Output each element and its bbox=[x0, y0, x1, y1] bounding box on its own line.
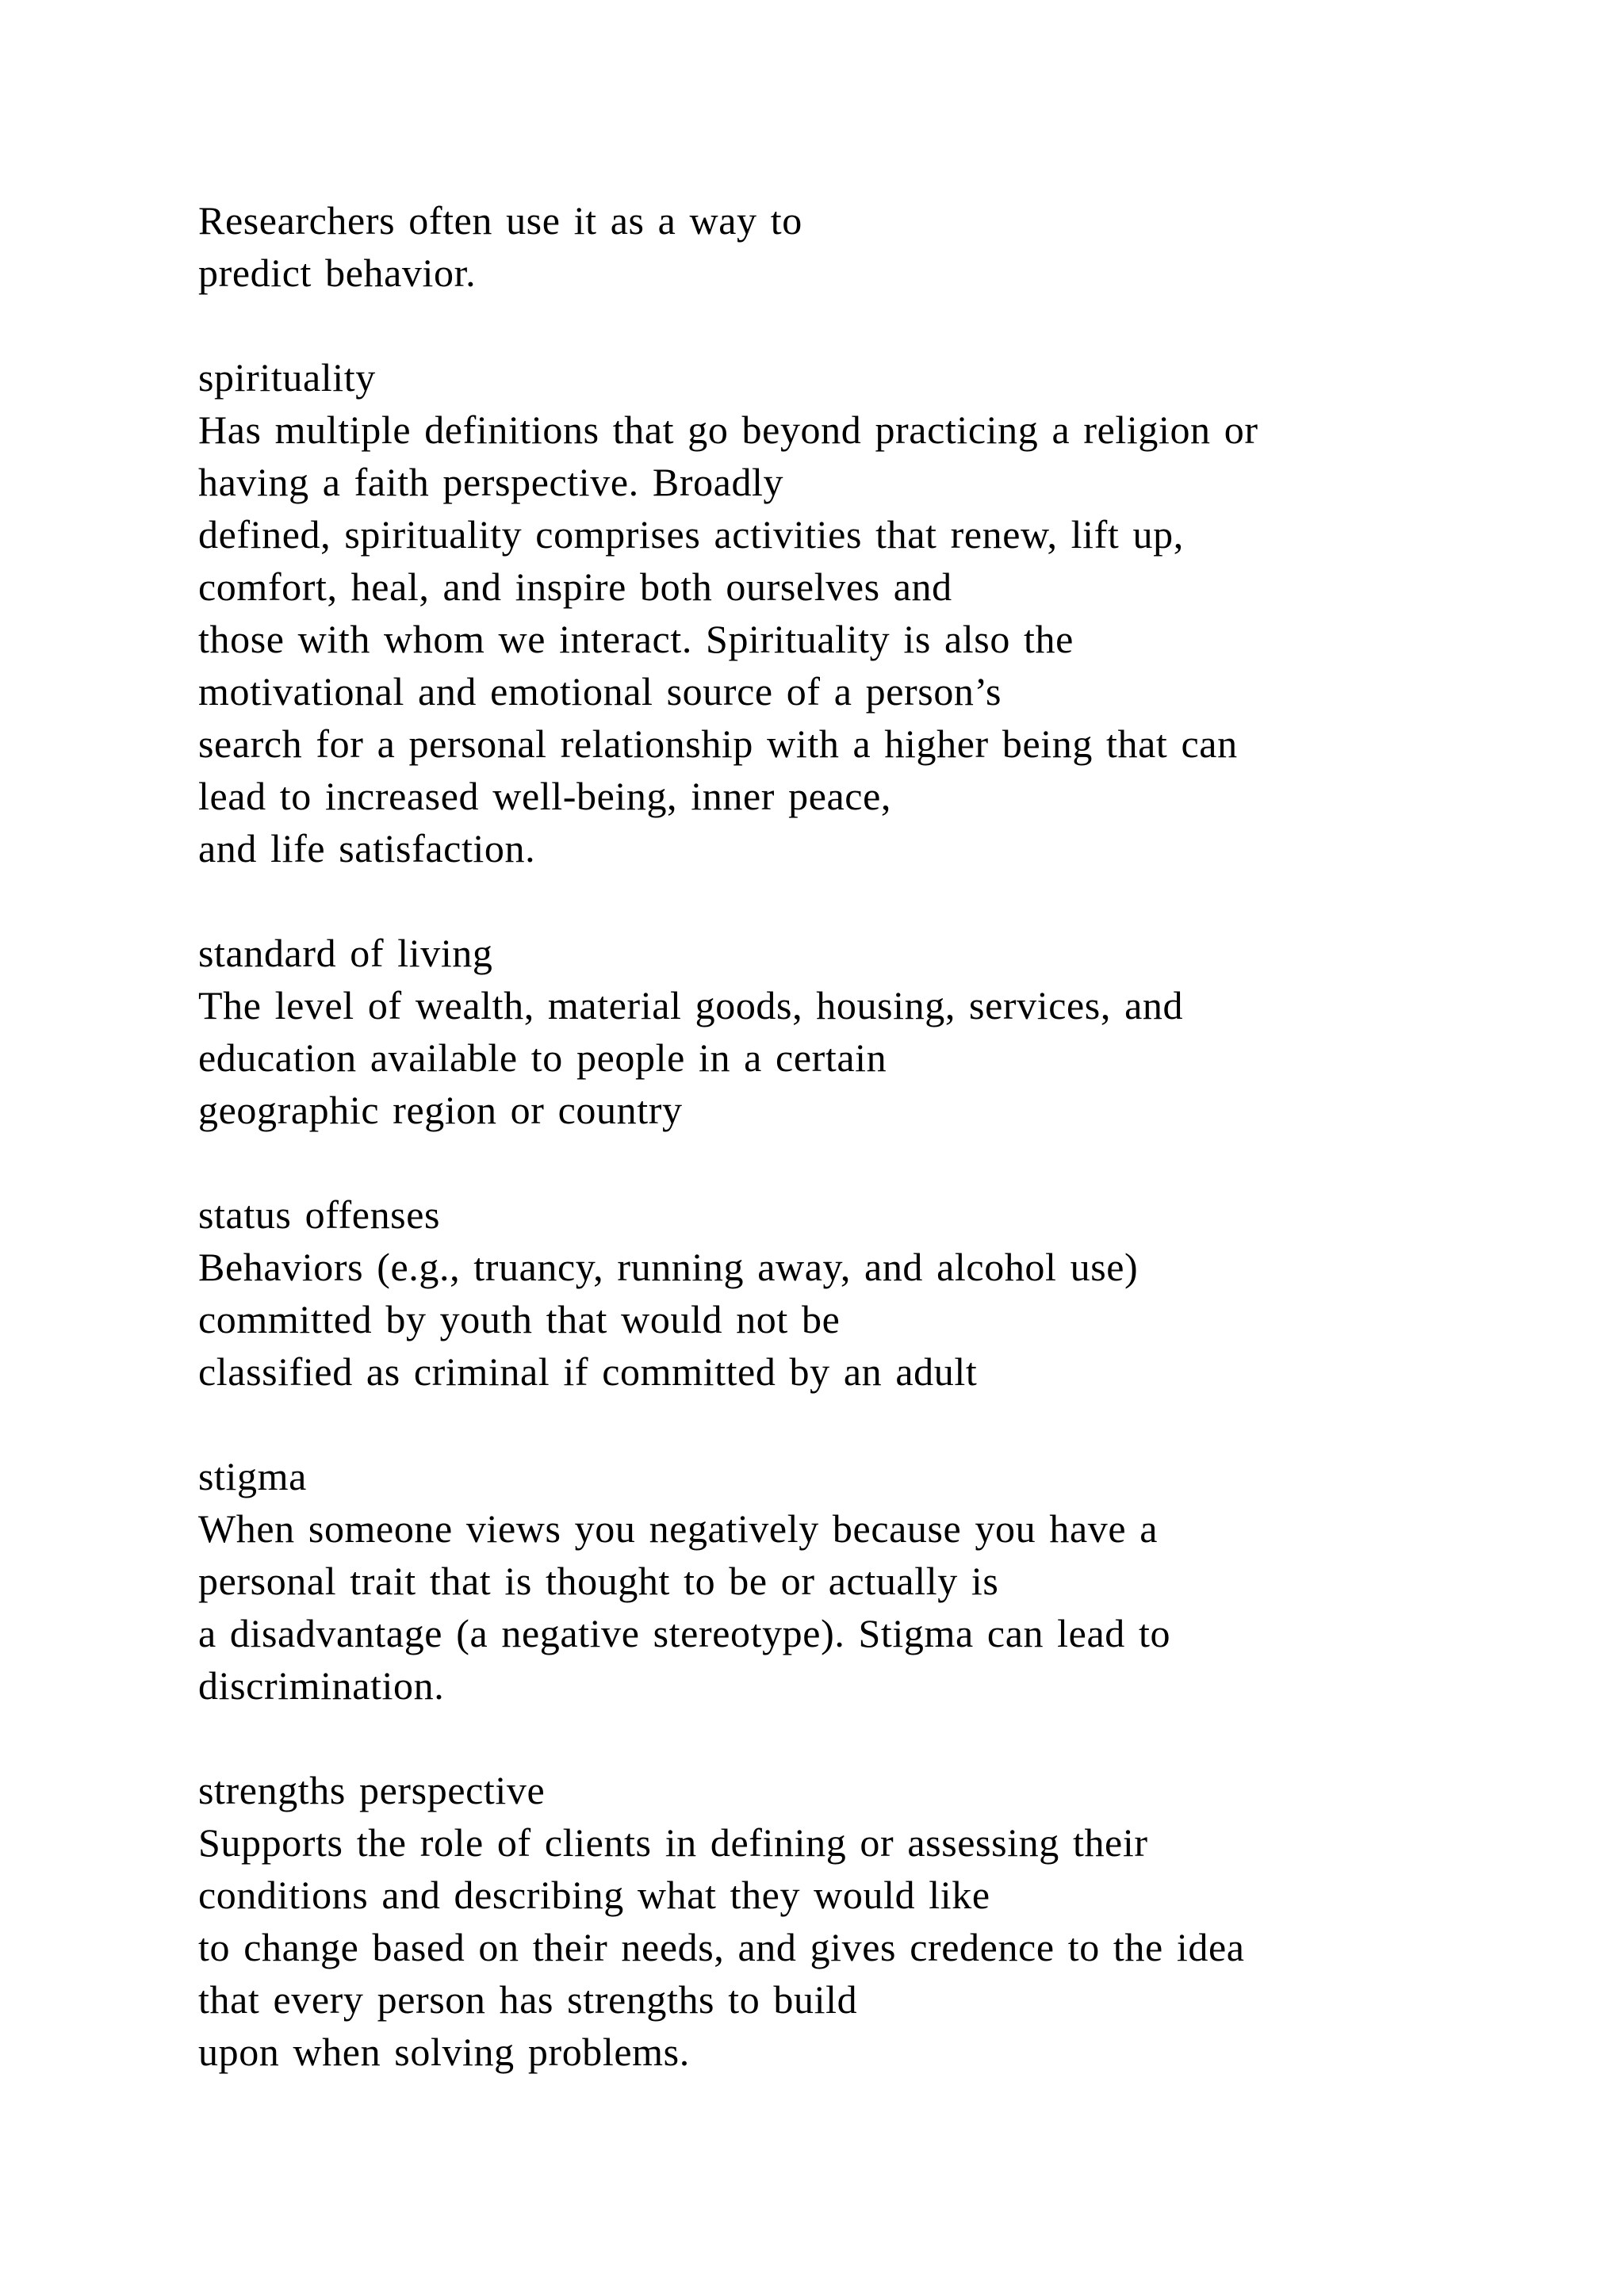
text-line: and life satisfaction. bbox=[198, 826, 536, 871]
text-line: those with whom we interact. Spirituality is also the bbox=[198, 617, 1074, 661]
text-line: education available to people in a certain bbox=[198, 1035, 887, 1080]
text-line: committed by youth that would not be bbox=[198, 1297, 841, 1341]
text-line: Behaviors (e.g., truancy, running away, and alcohol use) bbox=[198, 1245, 1139, 1289]
paragraph-gap bbox=[198, 1136, 1507, 1188]
text-line: upon when solving problems. bbox=[198, 2030, 690, 2074]
text-line: to change based on their needs, and gives credence to the idea bbox=[198, 1925, 1245, 1969]
glossary-term-strengths-perspective: strengths perspective bbox=[198, 1768, 546, 1812]
text-line: search for a personal relationship with a higher being that can bbox=[198, 721, 1238, 766]
text-line: conditions and describing what they would like bbox=[198, 1873, 990, 1917]
paragraph-gap bbox=[198, 1712, 1507, 1764]
text-line: discrimination. bbox=[198, 1663, 445, 1708]
text-line: classified as criminal if committed by an adult bbox=[198, 1349, 978, 1394]
text-line: The level of wealth, material goods, housing, services, and bbox=[198, 983, 1184, 1027]
text-line: lead to increased well-being, inner peace, bbox=[198, 774, 891, 818]
text-line: defined, spirituality comprises activities that renew, lift up, bbox=[198, 512, 1184, 557]
text-line: predict behavior. bbox=[198, 251, 477, 295]
paragraph-gap bbox=[198, 299, 1507, 351]
glossary-term-status-offenses: status offenses bbox=[198, 1192, 441, 1237]
text-line: that every person has strengths to build bbox=[198, 1977, 858, 2022]
glossary-term-stigma: stigma bbox=[198, 1454, 307, 1498]
text-line: personal trait that is thought to be or actually is bbox=[198, 1559, 999, 1603]
text-line: having a faith perspective. Broadly bbox=[198, 460, 784, 504]
paragraph-gap bbox=[198, 874, 1507, 927]
text-line: a disadvantage (a negative stereotype). Stigma can lead to bbox=[198, 1611, 1171, 1655]
text-line: motivational and emotional source of a person’s bbox=[198, 669, 1002, 714]
glossary-term-spirituality: spirituality bbox=[198, 355, 376, 400]
glossary-term-standard-of-living: standard of living bbox=[198, 931, 493, 975]
text-line: When someone views you negatively because you have a bbox=[198, 1506, 1159, 1551]
paragraph-gap bbox=[198, 1398, 1507, 1450]
text-line: Supports the role of clients in defining or assessing their bbox=[198, 1820, 1148, 1865]
text-line: comfort, heal, and inspire both ourselves and bbox=[198, 564, 952, 609]
text-line: geographic region or country bbox=[198, 1088, 683, 1132]
text-line: Researchers often use it as a way to bbox=[198, 198, 802, 243]
text-line: Has multiple definitions that go beyond practicing a religion or bbox=[198, 408, 1258, 452]
glossary-text bbox=[198, 194, 1507, 2078]
